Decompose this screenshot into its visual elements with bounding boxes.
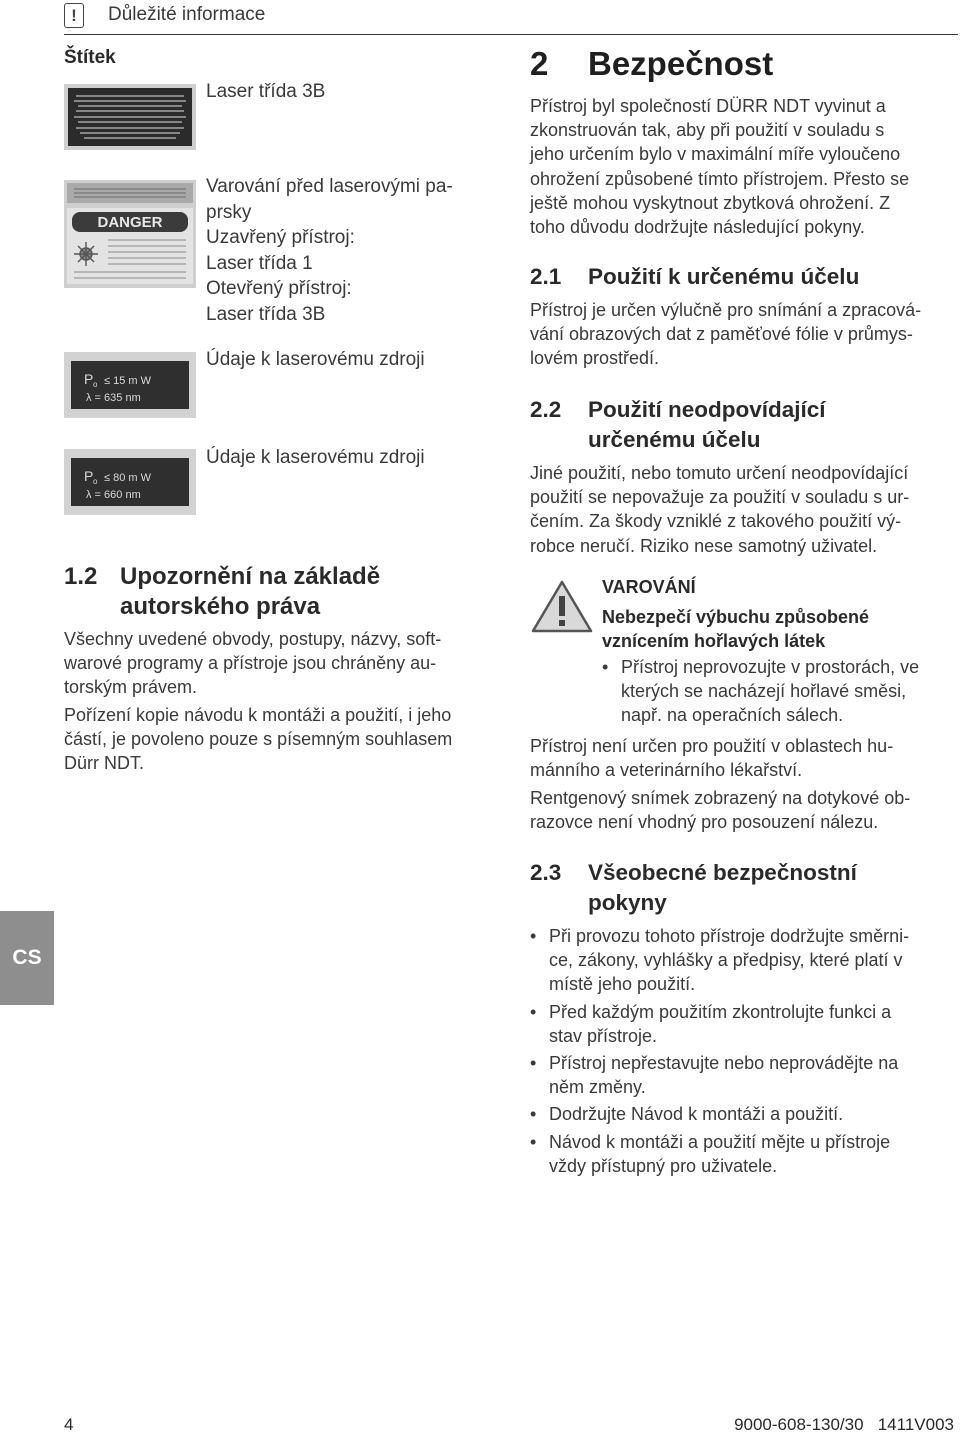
warning-label: VAROVÁNÍ xyxy=(602,577,696,597)
section-2-3-heading: 2.3 Všeobecné bezpečnostní pokyny xyxy=(530,860,857,915)
exclamation-box-icon: ! xyxy=(64,3,84,28)
header-rule xyxy=(64,34,958,35)
section-2-1-paragraph: Přístroj je určen výlučně pro snímání a zpracová- vání obrazových dat z paměťové fólie v průmys- lovém prostředí. xyxy=(530,300,922,369)
header-title: Důležité informace xyxy=(108,4,266,25)
language-tab: CS xyxy=(0,911,54,1005)
stitek-heading: Štítek xyxy=(64,47,116,68)
laser-class-label-image xyxy=(64,84,196,150)
list-item: • Před každým použitím zkontrolujte funkci a stav přístroje. xyxy=(530,1000,954,1048)
label-caption-3: Údaje k laserovému zdroji xyxy=(206,349,425,370)
laser-source-label-image xyxy=(64,449,196,515)
svg-text:λ = 635 nm: λ = 635 nm xyxy=(86,392,141,404)
warning-title-line-1: Nebezpečí výbuchu způsobené xyxy=(602,606,870,627)
laser-source-label-graphic-1 xyxy=(64,352,196,418)
svg-text:P: P xyxy=(84,371,94,387)
section-1-2-paragraph-2: Pořízení kopie návodu k montáži a použití, i jeho částí, je povoleno pouze s písemným souhlasem Dürr NDT. xyxy=(64,705,453,774)
svg-text:P: P xyxy=(84,468,94,484)
section-1-2-heading: 1.2 Upozornění na základě autorského práva xyxy=(64,563,381,620)
section-2-2-paragraph: Jiné použití, nebo tomuto určení neodpovídající použití se nepovažuje za použití v souladu s ur- čením. Za škody vzniklé z takového použití vý- robce neručí. Riziko nese samotný uživatel. xyxy=(530,463,910,556)
warning-title-line-2: vznícením hořlavých látek xyxy=(602,631,826,651)
laser-class-label-graphic xyxy=(64,84,196,150)
section-2-1-heading: 2.1 Použití k určenému účelu xyxy=(530,264,860,289)
list-item: • Při provozu tohoto přístroje dodržujte směrni- ce, zákony, vyhlášky a předpisy, které platí v místě jeho použití. xyxy=(530,924,954,997)
label-caption-1: Laser třída 3B xyxy=(206,81,326,102)
laser-source-label-graphic-2 xyxy=(64,449,196,515)
after-warning-paragraph-2: Rentgenový snímek zobrazený na dotykové ob- razovce není vhodný pro posouzení nálezu. xyxy=(530,788,911,833)
warning-bullet xyxy=(602,655,954,731)
list-item: • Dodržujte Návod k montáži a použití. xyxy=(530,1102,954,1126)
warning-triangle-icon xyxy=(530,578,594,634)
danger-warning-label-image xyxy=(64,180,196,288)
svg-text:≤ 80 m W: ≤ 80 m W xyxy=(104,472,151,484)
label-caption-2: Varování před laserovými pa- prsky Uzavřený přístroj: Laser třída 1 Otevřený přístroj: Laser třída 3B xyxy=(206,176,453,325)
danger-label-text: DANGER xyxy=(97,214,163,231)
svg-text:o: o xyxy=(93,477,98,486)
label-caption-4: Údaje k laserovému zdroji xyxy=(206,447,425,468)
list-item: • Přístroj nepřestavujte nebo neprovádějte na něm změny. xyxy=(530,1051,954,1099)
section-2-paragraph: Přístroj byl společností DÜRR NDT vyvinut a zkonstruován tak, aby při použití v souladu s jeho určením bylo v maximální míře vyloučeno ohrožení způsobené tímto přístrojem. Přesto se ještě mohou vyskytnout zbytková ohrožení. Z toho důvodu dodržujte následující pokyny. xyxy=(530,96,910,238)
list-item: • Návod k montáži a použití mějte u přístroje vždy přístupný pro uživatele. xyxy=(530,1130,954,1178)
svg-text:o: o xyxy=(93,380,98,389)
warning-block xyxy=(602,575,869,654)
list-item: • Přístroj neprovozujte v prostorách, ve kterých se nacházejí hořlavé směsi, např. na operačních sálech. xyxy=(602,655,954,728)
danger-label-graphic xyxy=(64,180,196,288)
section-2-2-heading: 2.2 Použití neodpovídající určenému účelu xyxy=(530,397,826,452)
section-2-3-bullets xyxy=(530,924,954,1181)
document-code: 9000-608-130/30 1411V003 xyxy=(734,1415,954,1434)
page-number: 4 xyxy=(64,1415,74,1434)
svg-text:≤ 15 m W: ≤ 15 m W xyxy=(104,375,151,387)
laser-source-label-image xyxy=(64,352,196,418)
section-2-heading: 2 Bezpečnost xyxy=(530,45,774,82)
after-warning-paragraph-1: Přístroj není určen pro použití v oblastech hu- mánního a veterinárního lékařství. xyxy=(530,736,894,781)
svg-text:λ = 660 nm: λ = 660 nm xyxy=(86,489,141,501)
section-1-2-paragraph-1: Všechny uvedené obvody, postupy, názvy, soft- warové programy a přístroje jsou chráněny au- torským právem. xyxy=(64,629,442,698)
